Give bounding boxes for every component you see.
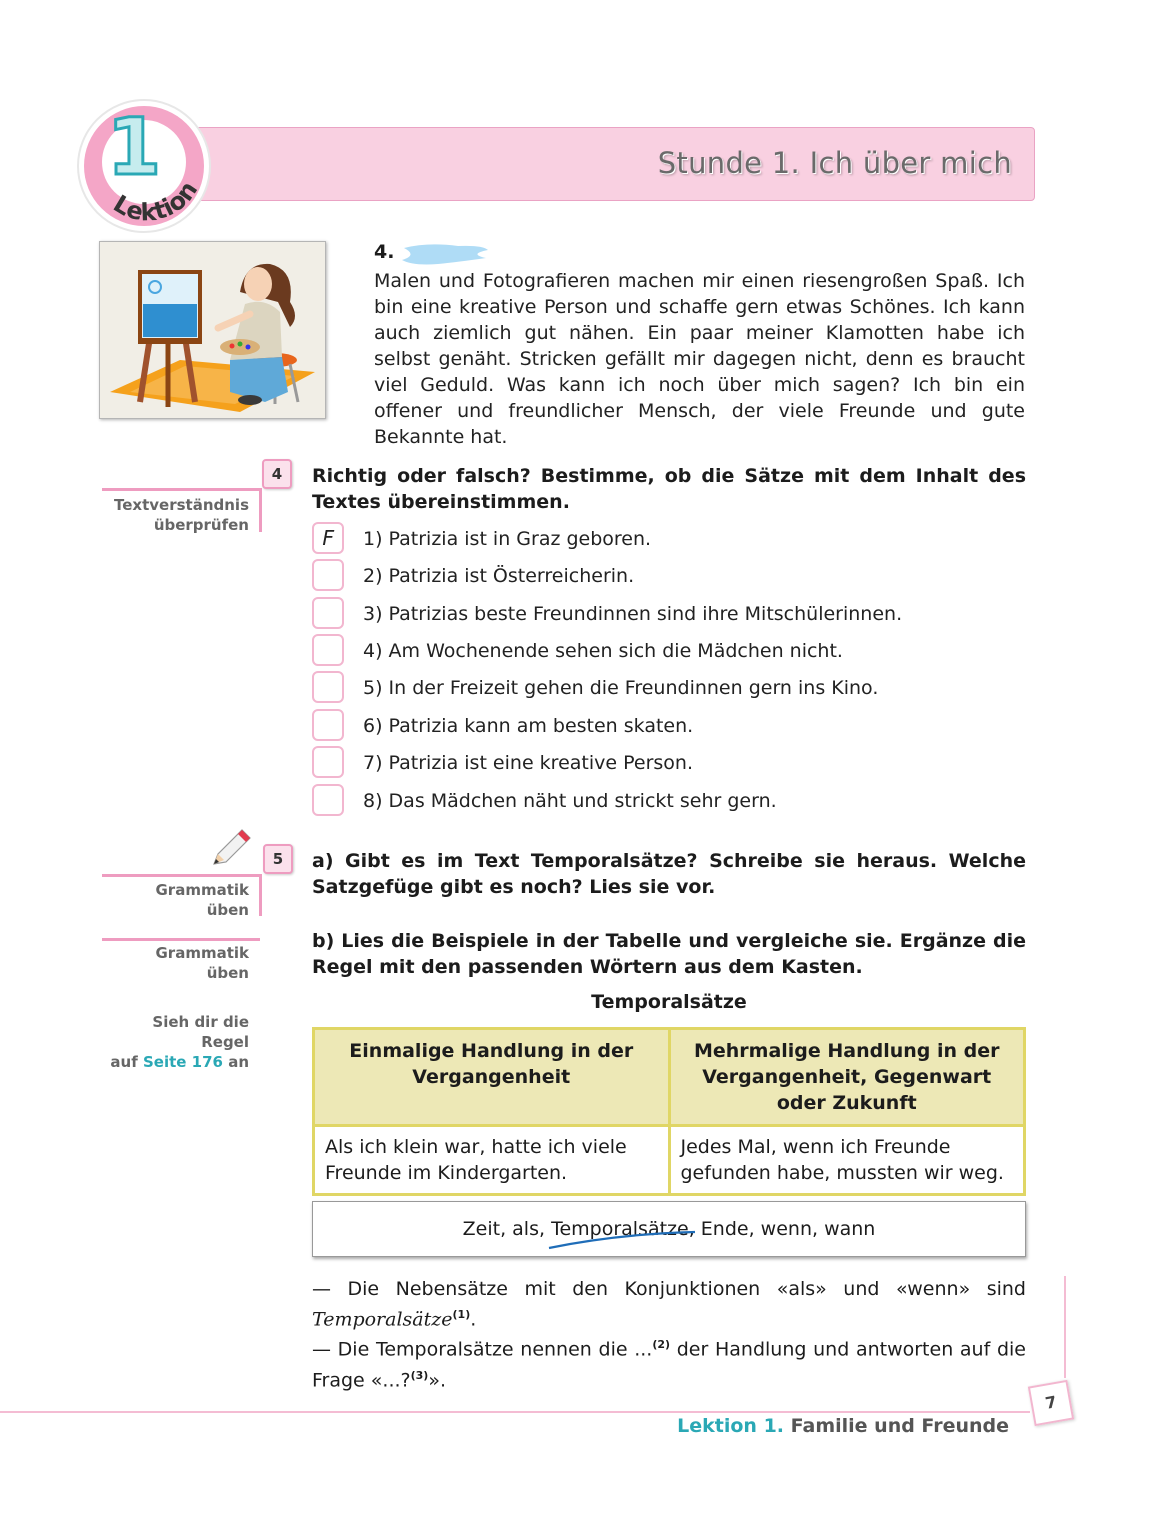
exercise-5b-instruction: b) Lies die Beispiele in der Tabelle und vergleiche sie. Ergänze die Regel mit den passenden Wörtern aus dem Kasten.	[312, 930, 1026, 978]
lesson-header-bar	[185, 127, 1035, 201]
painter-girl-illustration	[99, 241, 326, 419]
pencil-icon	[208, 826, 254, 868]
side-divider	[102, 938, 260, 941]
rule-line-2: — Die Temporalsätze nennen die ...$^{(2)}$ der Handlung und antworten auf die Frage «...?$^{(3)}$».	[312, 1338, 1026, 1391]
side-divider	[102, 874, 262, 877]
strike-through-mark	[547, 1228, 699, 1252]
page-title: Stunde 1. Ich über mich	[657, 146, 1012, 180]
paragraph-text: Malen und Fotografieren machen mir einen riesengroßen Spaß. Ich bin eine kreative Person und schaffe gern etwas Schönes. Ich kann auch ziemlich gut nähen. Ein paar meiner Klamotten habe ich selbst genäht. Stricken gefällt mir dagegen nicht, denn es braucht viel Geduld. Was kann ich noch über mich sagen? Ich bin ein offener und freundlicher Mensch, der viele Freunde und gute Bekannte hat.	[374, 270, 1025, 448]
side-label-textverstaendnis: Textverständnis überprüfen	[114, 496, 249, 534]
side-rule-reference: Sieh dir die Regel auf Seite 176 an	[110, 1013, 249, 1071]
filled-answer: Temporalsätze	[312, 1308, 453, 1331]
word-box	[312, 1201, 1026, 1257]
table-header-cell: Mehrmalige Handlung in der Vergangenheit, Gegenwart oder Zukunft	[669, 1029, 1025, 1126]
lesson-badge	[74, 96, 214, 236]
statement-item: 7) Patrizia ist eine kreative Person.	[363, 752, 693, 774]
redacted-name-mark	[398, 240, 492, 270]
side-divider-vertical	[259, 874, 262, 916]
footer-line	[0, 1411, 1030, 1413]
side-label-grammatik-b: Grammatik üben	[155, 944, 249, 982]
answer-box[interactable]: F	[312, 522, 344, 554]
statement-item: 1) Patrizia ist in Graz geboren.	[363, 528, 652, 550]
answer-box[interactable]	[312, 597, 344, 629]
answer-box[interactable]	[312, 709, 344, 741]
table-header-cell: Einmalige Handlung in der Vergangenheit	[314, 1029, 670, 1126]
exercise-4-badge: 4	[262, 459, 292, 489]
table-header-row	[314, 1029, 1025, 1126]
exercise-5-badge: 5	[263, 844, 293, 874]
side-divider	[102, 488, 262, 491]
table-caption: Temporalsätze	[591, 991, 747, 1013]
answer-box[interactable]	[312, 634, 344, 666]
statement-item: 8) Das Mädchen näht und strickt sehr gern.	[363, 790, 777, 812]
lesson-word: Lektion	[108, 176, 204, 227]
rule-page-link[interactable]: Seite 176	[142, 1053, 223, 1071]
footer-chapter: Lektion 1. Familie und Freunde	[677, 1415, 1009, 1437]
exercise-4-instruction: Richtig oder falsch? Bestimme, ob die Sätze mit dem Inhalt des Textes übereinstimmen.	[312, 465, 1026, 513]
answer-box[interactable]	[312, 671, 344, 703]
footer-vertical-line	[1064, 1276, 1066, 1378]
table-row	[314, 1126, 1025, 1195]
temporal-clauses-table	[312, 1027, 1026, 1196]
paragraph-number: 4.	[374, 241, 395, 263]
statement-item: 4) Am Wochenende sehen sich die Mädchen nicht.	[363, 640, 843, 662]
answer-box[interactable]	[312, 559, 344, 591]
table-cell: Als ich klein war, hatte ich viele Freunde im Kindergarten.	[314, 1126, 670, 1195]
exercise-5a-instruction: a) Gibt es im Text Temporalsätze? Schreibe sie heraus. Welche Satzgefüge gibt es noch? Lies sie vor.	[312, 850, 1026, 898]
statement-item: 3) Patrizias beste Freundinnen sind ihre Mitschülerinnen.	[363, 603, 903, 625]
word-box-text-before: Zeit, als,	[462, 1218, 552, 1240]
side-divider-vertical	[259, 488, 262, 532]
answer-box[interactable]	[312, 784, 344, 816]
word-box-text-after: , Ende, wenn, wann	[688, 1218, 876, 1240]
statement-item: 6) Patrizia kann am besten skaten.	[363, 715, 694, 737]
grammar-rule-text	[312, 1276, 1026, 1393]
side-label-grammatik-a: Grammatik üben	[155, 881, 249, 919]
lesson-number: 1	[106, 103, 162, 193]
statement-item: 2) Patrizia ist Österreicherin.	[363, 565, 635, 587]
page-number: 7	[1028, 1380, 1074, 1426]
struck-word: Temporalsätze	[551, 1218, 689, 1240]
rule-line-1: — Die Nebensätze mit den Konjunktionen «als» und «wenn» sind Temporalsätze$^{(1)}$.	[312, 1278, 1026, 1331]
statement-item: 5) In der Freizeit gehen die Freundinnen gern ins Kino.	[363, 677, 879, 699]
answer-box[interactable]	[312, 746, 344, 778]
table-cell: Jedes Mal, wenn ich Freunde gefunden habe, mussten wir weg.	[669, 1126, 1025, 1195]
